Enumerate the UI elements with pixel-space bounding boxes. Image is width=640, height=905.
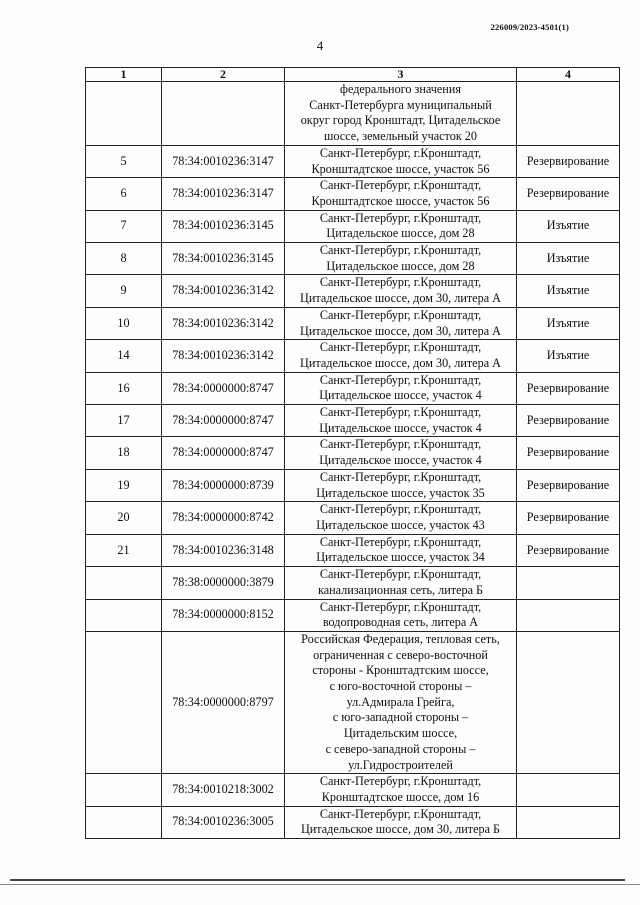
cadastral-number: 78:34:0010236:3147 [162,178,285,210]
row-number [86,599,162,631]
table-row [86,82,620,146]
document-id: 226009/2023-4501(1) [490,22,569,32]
row-number: 19 [86,469,162,501]
cadastral-number: 78:34:0010236:3142 [162,340,285,372]
cadastral-number: 78:34:0010236:3142 [162,307,285,339]
table-row [86,502,620,534]
cadastral-number: 78:34:0000000:8747 [162,372,285,404]
table-row [86,210,620,242]
table-row [86,178,620,210]
row-number: 18 [86,437,162,469]
action-type: Резервирование [517,372,620,404]
row-number: 20 [86,502,162,534]
action-type: Резервирование [517,405,620,437]
row-number: 5 [86,145,162,177]
action-type: Изъятие [517,275,620,307]
table-row [86,806,620,838]
address: Санкт-Петербург, г.Кронштадт, канализационная сеть, литера Б [285,567,517,599]
address: Санкт-Петербург, г.Кронштадт, Цитадельское шоссе, дом 30, литера А [285,340,517,372]
row-number [86,631,162,773]
action-type [517,806,620,838]
footer-rule-thin [0,884,640,885]
row-number: 10 [86,307,162,339]
table-row [86,631,620,773]
column-header-1: 1 [86,68,162,82]
cadastral-number: 78:34:0000000:8747 [162,405,285,437]
table-row [86,275,620,307]
address: Санкт-Петербург, г.Кронштадт, Кронштадтское шоссе, участок 56 [285,145,517,177]
cadastral-number: 78:34:0010236:3147 [162,145,285,177]
cadastral-number: 78:34:0010218:3002 [162,774,285,806]
address: Санкт-Петербург, г.Кронштадт, Цитадельское шоссе, дом 30, литера Б [285,806,517,838]
table-row [86,145,620,177]
address: федерального значения Санкт-Петербурга муниципальный округ город Кронштадт, Цитадельское шоссе, земельный участок 20 [285,82,517,146]
row-number: 17 [86,405,162,437]
table-row [86,534,620,566]
table-header-row [86,68,620,82]
row-number [86,567,162,599]
row-number: 7 [86,210,162,242]
row-number [86,774,162,806]
address: Санкт-Петербург, г.Кронштадт, Кронштадтское шоссе, дом 16 [285,774,517,806]
column-header-2: 2 [162,68,285,82]
address: Санкт-Петербург, г.Кронштадт, Цитадельское шоссе, дом 30, литера А [285,307,517,339]
action-type: Резервирование [517,469,620,501]
action-type [517,631,620,773]
address: Санкт-Петербург, г.Кронштадт, Цитадельское шоссе, дом 28 [285,210,517,242]
table-row [86,567,620,599]
table-row [86,405,620,437]
table-row [86,243,620,275]
action-type [517,599,620,631]
address: Санкт-Петербург, г.Кронштадт, Цитадельское шоссе, участок 4 [285,372,517,404]
action-type: Резервирование [517,178,620,210]
cadastral-number: 78:34:0000000:8742 [162,502,285,534]
address: Санкт-Петербург, г.Кронштадт, водопроводная сеть, литера А [285,599,517,631]
table-body [86,82,620,839]
action-type [517,82,620,146]
cadastral-number: 78:34:0010236:3145 [162,210,285,242]
address: Санкт-Петербург, г.Кронштадт, Цитадельское шоссе, дом 30, литера А [285,275,517,307]
address: Российская Федерация, тепловая сеть, ограниченная с северо-восточной стороны - Кронштадтским шоссе, с юго-восточной стороны – ул.Адмирала Грейга, с юго-западной стороны – Цитадельским шоссе, с северо-западной стороны – ул.Гидростроителей [285,631,517,773]
action-type: Изъятие [517,307,620,339]
table-row [86,307,620,339]
cadastral-number: 78:34:0000000:8747 [162,437,285,469]
cadastral-number: 78:34:0010236:3145 [162,243,285,275]
action-type [517,774,620,806]
table-row [86,437,620,469]
row-number: 6 [86,178,162,210]
action-type: Резервирование [517,502,620,534]
row-number: 16 [86,372,162,404]
address: Санкт-Петербург, г.Кронштадт, Цитадельское шоссе, участок 4 [285,437,517,469]
action-type [517,567,620,599]
footer-rule [10,879,625,881]
action-type: Изъятие [517,243,620,275]
address: Санкт-Петербург, г.Кронштадт, Цитадельское шоссе, участок 35 [285,469,517,501]
row-number: 14 [86,340,162,372]
table-row [86,599,620,631]
action-type: Изъятие [517,340,620,372]
cadastral-number: 78:34:0000000:8739 [162,469,285,501]
table-row [86,372,620,404]
column-header-4: 4 [517,68,620,82]
address: Санкт-Петербург, г.Кронштадт, Цитадельское шоссе, участок 4 [285,405,517,437]
address: Санкт-Петербург, г.Кронштадт, Цитадельское шоссе, участок 43 [285,502,517,534]
address: Санкт-Петербург, г.Кронштадт, Кронштадтское шоссе, участок 56 [285,178,517,210]
table-row [86,469,620,501]
row-number: 9 [86,275,162,307]
cadastral-number: 78:34:0010236:3142 [162,275,285,307]
action-type: Резервирование [517,534,620,566]
cadastral-number: 78:34:0000000:8152 [162,599,285,631]
address: Санкт-Петербург, г.Кронштадт, Цитадельское шоссе, дом 28 [285,243,517,275]
row-number [86,806,162,838]
table-row [86,774,620,806]
action-type: Резервирование [517,437,620,469]
action-type: Резервирование [517,145,620,177]
column-header-3: 3 [285,68,517,82]
row-number [86,82,162,146]
cadastral-number: 78:34:0010236:3148 [162,534,285,566]
row-number: 21 [86,534,162,566]
cadastral-number: 78:34:0000000:8797 [162,631,285,773]
cadastral-number [162,82,285,146]
cadastral-number: 78:38:0000000:3879 [162,567,285,599]
action-type: Изъятие [517,210,620,242]
land-plots-table [85,67,620,839]
row-number: 8 [86,243,162,275]
address: Санкт-Петербург, г.Кронштадт, Цитадельское шоссе, участок 34 [285,534,517,566]
page-number: 4 [316,38,324,53]
cadastral-number: 78:34:0010236:3005 [162,806,285,838]
table-row [86,340,620,372]
